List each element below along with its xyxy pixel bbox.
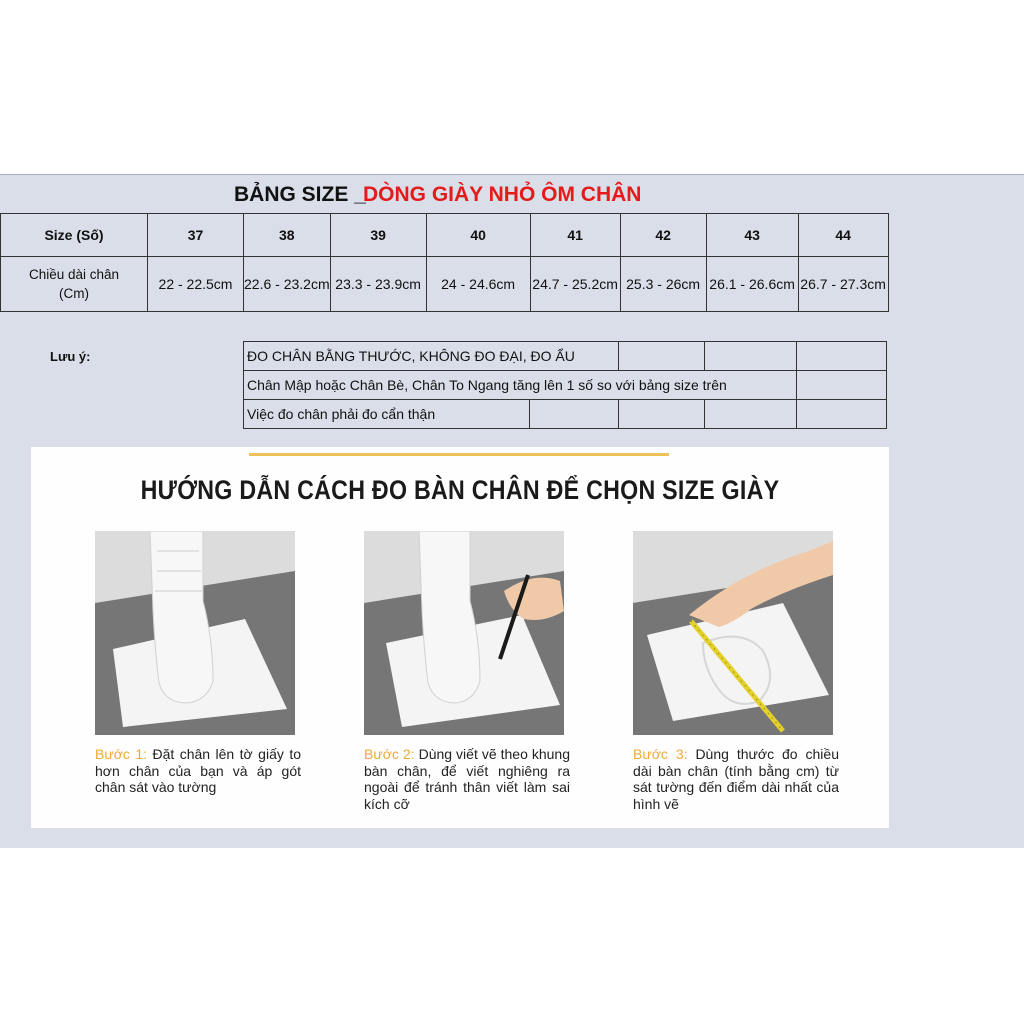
- step1-photo: [95, 531, 295, 735]
- heading-accent-line: [249, 453, 669, 456]
- measuring-guide-image: [31, 447, 889, 828]
- tape-measure-illustration: [633, 531, 833, 735]
- step1-caption: [95, 746, 301, 796]
- size-cell: 40: [426, 214, 530, 257]
- step2-caption: [364, 746, 570, 812]
- note-text: ĐO CHÂN BẰNG THƯỚC, KHÔNG ĐO ĐẠI, ĐO ẨU: [244, 342, 619, 371]
- step3-caption: [633, 746, 839, 812]
- length-label-line2: (Cm): [59, 286, 89, 301]
- size-cell: 37: [148, 214, 244, 257]
- length-cell: 24.7 - 25.2cm: [530, 257, 620, 312]
- foot-on-paper-illustration: [95, 531, 295, 735]
- size-cell: 44: [798, 214, 888, 257]
- title-suffix: DÒNG GIÀY NHỎ ÔM CHÂN: [363, 183, 642, 206]
- title-prefix: BẢNG SIZE _: [234, 183, 366, 206]
- length-cell: 26.1 - 26.6cm: [706, 257, 798, 312]
- empty-cell: [797, 400, 887, 429]
- pen-outline-illustration: [364, 531, 564, 735]
- length-row: [1, 257, 889, 312]
- size-cell: 39: [330, 214, 426, 257]
- note-row: [244, 342, 887, 371]
- note-row: [244, 371, 887, 400]
- size-cell: 42: [620, 214, 706, 257]
- empty-cell: [705, 400, 797, 429]
- size-cell: 43: [706, 214, 798, 257]
- empty-cell: [797, 371, 887, 400]
- empty-cell: [797, 342, 887, 371]
- size-chart-title: [0, 181, 1024, 209]
- step2-text: Dùng viết vẽ theo khung bàn chân, để viết nghiêng ra ngoài để tránh thân viết làm sai kích cỡ: [364, 746, 570, 812]
- empty-cell: [619, 342, 705, 371]
- length-label-line1: Chiều dài chân: [28, 267, 120, 282]
- note-text: Việc đo chân phải đo cẩn thận: [244, 400, 530, 429]
- step2-label: Bước 2:: [364, 746, 415, 762]
- step3-photo: [633, 531, 833, 735]
- length-cell: 25.3 - 26cm: [620, 257, 706, 312]
- guide-heading: HƯỚNG DẪN CÁCH ĐO BÀN CHÂN ĐỂ CHỌN SIZE GIÀY: [140, 475, 780, 505]
- step1-label: Bước 1:: [95, 746, 148, 762]
- size-table: [0, 213, 889, 312]
- sheet-top-border: [0, 174, 1024, 175]
- length-cell: 22.6 - 23.2cm: [244, 257, 331, 312]
- note-row: [244, 400, 887, 429]
- size-header-label: Size (Số): [1, 214, 148, 257]
- notes-table: [243, 341, 887, 429]
- length-cell: 22 - 22.5cm: [148, 257, 244, 312]
- length-label: [1, 257, 148, 312]
- step3-text: Dùng thước đo chiều dài bàn chân (tính bằng cm) từ sát tường đến điểm dài nhất của hình vẽ: [633, 746, 839, 812]
- empty-cell: [530, 400, 619, 429]
- length-cell: 26.7 - 27.3cm: [798, 257, 888, 312]
- note-label: Lưu ý:: [50, 349, 91, 364]
- size-cell: 41: [530, 214, 620, 257]
- empty-cell: [619, 400, 705, 429]
- size-cell: 38: [244, 214, 331, 257]
- empty-cell: [705, 342, 797, 371]
- step3-label: Bước 3:: [633, 746, 688, 762]
- note-text: Chân Mập hoặc Chân Bè, Chân To Ngang tăng lên 1 số so với bảng size trên: [244, 371, 797, 400]
- step1-text: Đặt chân lên tờ giấy to hơn chân của bạn và áp gót chân sát vào tường: [95, 746, 301, 795]
- length-cell: 24 - 24.6cm: [426, 257, 530, 312]
- size-header-row: [1, 214, 889, 257]
- length-cell: 23.3 - 23.9cm: [330, 257, 426, 312]
- step2-photo: [364, 531, 564, 735]
